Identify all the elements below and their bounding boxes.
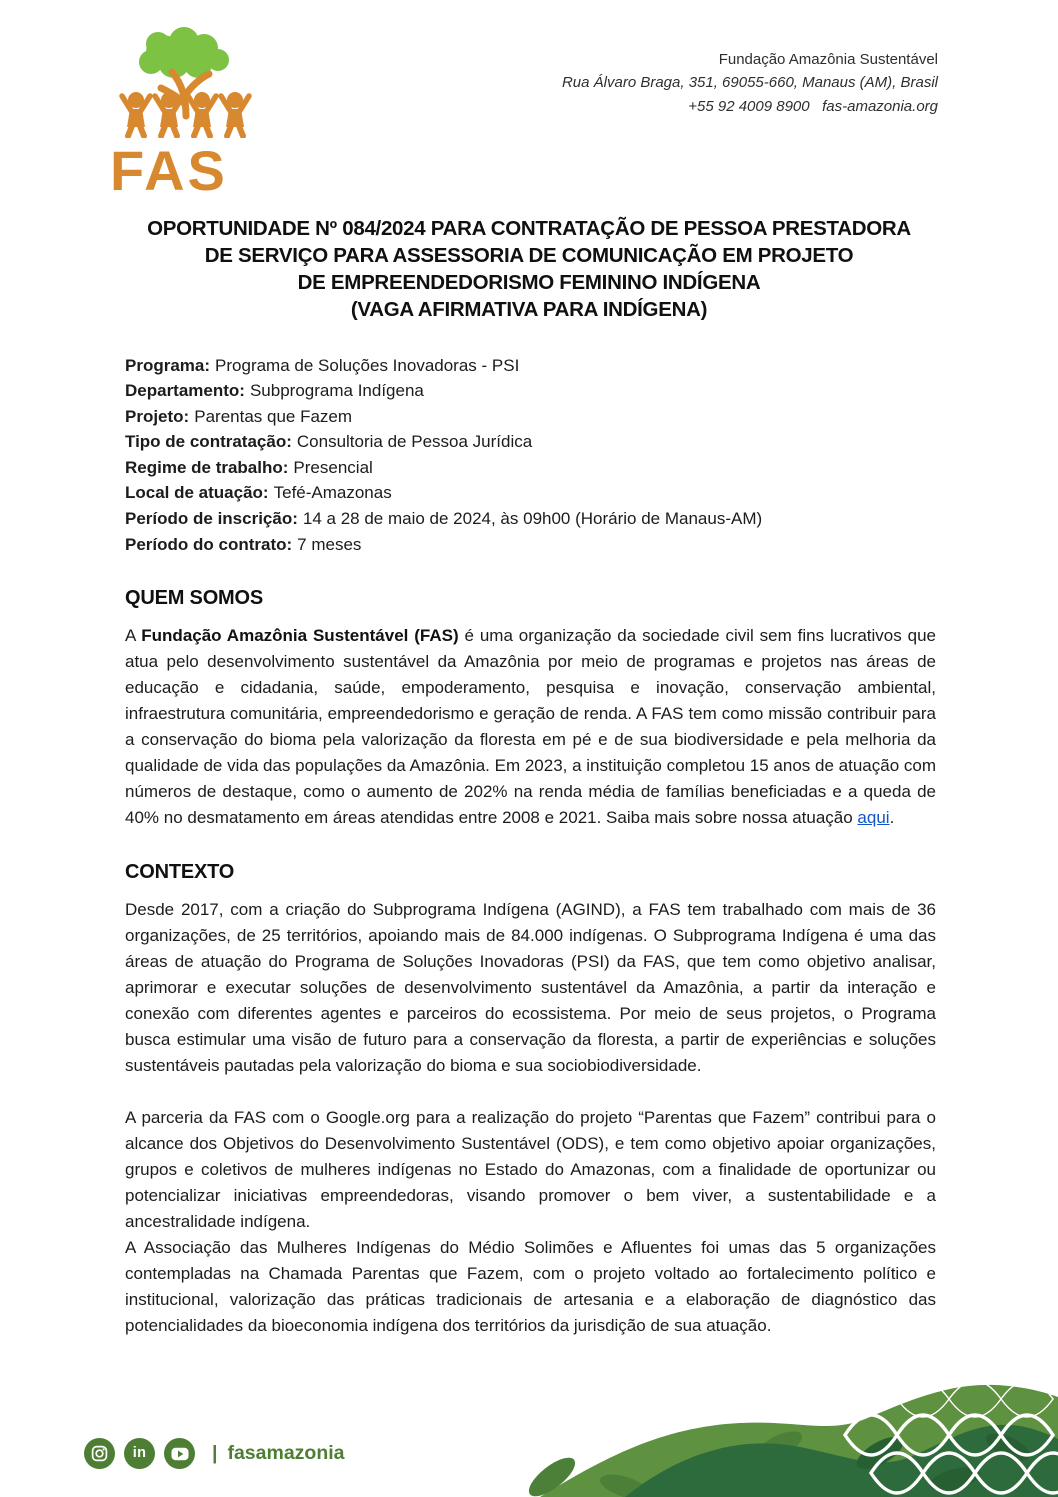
logo-wordmark: FAS	[110, 139, 228, 202]
title-line: (VAGA AFIRMATIVA PARA INDÍGENA)	[350, 297, 708, 321]
footer-handle	[212, 1442, 345, 1465]
footer-social-row	[84, 1438, 345, 1469]
contexto-paragraph-2: A parceria da FAS com o Google.org para a realização do projeto “Parentas que Fazem” contribui para o alcance dos Objetivos do Desenvolvimento Sustentável (ODS), e tem como objetivo apoiar organizações, grupos e coletivos de mulheres indígenas no Estado do Amazonas, com a finalidade de oportunizar ou potencializar iniciativas empreendedoras, visando promover o bem viver, a sustentabilidade e a ancestralidade indígena.	[125, 1108, 936, 1232]
quem-somos-heading: QUEM SOMOS	[125, 587, 264, 610]
aqui-link[interactable]: aqui	[857, 808, 890, 828]
org-bold-mention: Fundação Amazônia Sustentável (FAS)	[141, 626, 459, 646]
org-address: Rua Álvaro Braga, 351, 69055-660, Manaus (AM), Brasil	[561, 74, 938, 92]
fas-logo	[106, 26, 256, 202]
detail-row-regime: Regime de trabalho: Presencial	[125, 457, 373, 477]
detail-row-projeto: Projeto: Parentas que Fazem	[125, 406, 353, 426]
detail-row-departamento: Departamento: Subprograma Indígena	[125, 381, 424, 401]
detail-row-local: Local de atuação: Tefé-Amazonas	[125, 483, 392, 503]
detail-row-inscricao: Período de inscrição: 14 a 28 de maio de 2024, às 09h00 (Horário de Manaus-AM)	[125, 509, 763, 529]
title-line: DE SERVIÇO PARA ASSESSORIA DE COMUNICAÇÃO EM PROJETO	[204, 243, 854, 267]
person-figure	[155, 92, 183, 136]
person-figure	[188, 92, 216, 136]
title-line: OPORTUNIDADE Nº 084/2024 PARA CONTRATAÇÃO DE PESSOA PRESTADORA	[147, 216, 911, 240]
contexto-paragraph-1: Desde 2017, com a criação do Subprograma Indígena (AGIND), a FAS tem trabalhado com mais de 36 organizações, de 25 territórios, apoiando mais de 84.000 indígenas. O Subprograma Indígena é uma das áreas de atuação do Programa de Soluções Inovadoras (PSI) da FAS, que tem como objetivo analisar, aprimorar e executar soluções de desenvolvimento sustentável da Amazônia, a partir da interação e conexão com diferentes agentes e parceiros do ecossistema. Por meio de seus projetos, o Programa busca estimular uma visão de futuro para a conservação da floresta, a partir de experiências e soluções sustentáveis pautadas pela valorização do bioma e sua sociobiodiversidade.	[125, 900, 936, 1076]
person-figure	[221, 92, 249, 136]
contexto-heading: CONTEXTO	[125, 861, 235, 884]
instagram-icon[interactable]	[84, 1438, 115, 1469]
quem-somos-paragraph: A Fundação Amazônia Sustentável (FAS) é uma organização da sociedade civil sem fins lucrativos que atua pelo desenvolvimento sustentável da Amazônia por meio de programas e projetos nas áreas de educação e cidadania, saúde, empoderamento, pesquisa e inovação, conservação ambiental, infraestrutura comunitária, empreendedorismo e geração de renda. A FAS tem como missão contribuir para a conservação do bioma pela valorização da floresta em pé e de sua biodiversidade e pela melhoria da qualidade de vida das populações da Amazônia. Em 2023, a instituição completou 15 anos de atuação com números de destaque, como o aumento de 202% na renda média de famílias beneficiadas e a queda de 40% no desmatamento em áreas atendidas entre 2008 e 2021. Saiba mais sobre nossa atuação aqui.	[125, 626, 936, 828]
youtube-icon[interactable]	[164, 1438, 195, 1469]
org-name: Fundação Amazônia Sustentável	[718, 51, 938, 68]
linkedin-icon[interactable]: in	[124, 1438, 155, 1469]
contact-block	[562, 26, 938, 118]
footer-hills-graphic	[0, 1375, 1058, 1497]
handle-text[interactable]: fasamazonia	[227, 1442, 345, 1464]
detail-row-programa: Programa: Programa de Soluções Inovadoras - PSI	[125, 355, 520, 375]
detail-row-contrato: Período do contrato: 7 meses	[125, 534, 362, 554]
detail-row-tipo-contratacao: Tipo de contratação: Consultoria de Pessoa Jurídica	[125, 432, 533, 452]
document-title	[99, 215, 959, 323]
org-phone-site: +55 92 4009 8900 fas-amazonia.org	[688, 97, 938, 115]
person-figure	[122, 92, 150, 136]
fas-tree-people-icon	[106, 26, 256, 138]
handle-separator: |	[212, 1442, 218, 1464]
contexto-paragraph-3: A Associação das Mulheres Indígenas do Médio Solimões e Afluentes foi umas das 5 organizações contempladas na Chamada Parentas que Fazem, com o projeto voltado ao fortalecimento político e institucional, valorização das práticas tradicionais de artesania e a elaboração de diagnóstico das potencialidades da bioeconomia indígena dos territórios da jurisdição de sua atuação.	[125, 1238, 936, 1336]
page-header	[0, 0, 1058, 202]
title-line: DE EMPREENDEDORISMO FEMININO INDÍGENA	[297, 270, 761, 294]
vacancy-details	[125, 353, 936, 558]
